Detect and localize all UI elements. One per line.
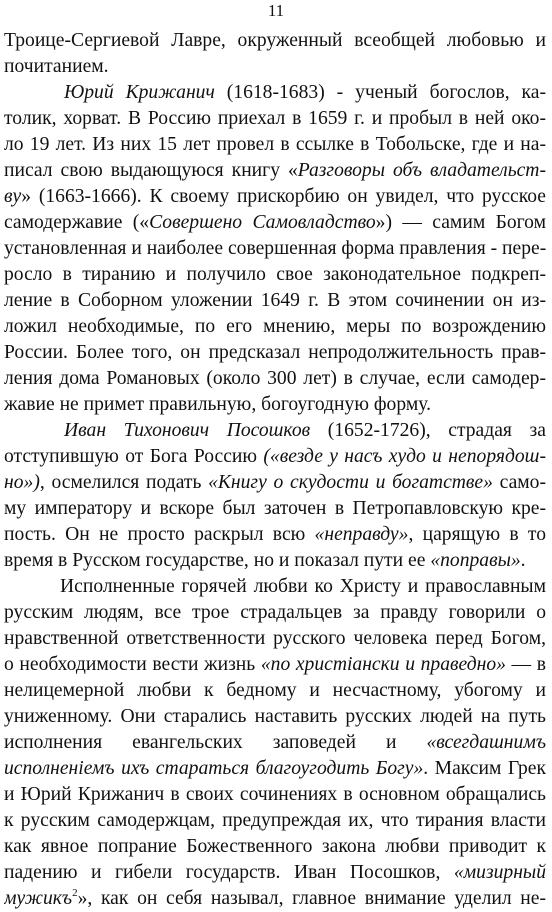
footnote-marker[interactable]: 2 [72,887,78,899]
text-segment: установленная и наиболее совершенная форма правления - пере- [4,238,546,259]
text-segment: к русским самодержцам, предупреждая их, что тирания власти [4,810,546,831]
book-title: «Книгу о скудости и богатстве» [208,472,493,493]
text-line [4,314,546,340]
text-segment: толик, хорват. В Россию приехал в 1659 г. и пробыл в ней око- [4,108,546,129]
text-line [4,236,546,262]
text-line [4,54,546,80]
text-line [4,522,546,548]
text-segment: время в Русском государстве, но и показал пути ее [4,550,431,571]
quote: но») [4,472,40,493]
text-line [4,28,546,54]
text-segment: — в [505,654,546,675]
text-segment: . Максим Грек [423,758,546,779]
text-segment: , царящую в то [408,524,546,545]
text-line [4,704,546,730]
book-title: Совершено Самовладство [149,212,376,233]
text-segment: писал свою выдающуюся книгу « [4,160,298,181]
text-line [4,834,546,860]
text-line [4,756,546,782]
text-segment: росло в тиранию и получило свое законодательное подкреп- [4,264,546,285]
quote: «по христiански и праведно» [260,654,506,675]
text-line [4,210,546,236]
text-line [4,548,546,574]
text-segment: ление в Соборном уложении 1649 г. В этом сочинении он из- [4,290,546,311]
text-segment: о необходимости вести жизнь [4,654,261,675]
quote: «всегдашнимъ [426,732,546,753]
text-segment: отступившую от Бога Россию [4,446,264,467]
text-line [4,184,546,210]
page-number: 11 [267,1,285,20]
text-line [4,392,546,418]
text-segment: почитанием. [4,56,109,77]
text-line [4,418,546,444]
text-line [4,782,546,808]
text-segment: и Юрий Крижанич в своих сочинениях в основном обращались [4,784,546,805]
text-segment: » (1663-1666). К своему прискорбию он увидел, что русское [21,186,546,207]
text-line [4,496,546,522]
quote: «неправду» [314,524,409,545]
text-segment: нелицемерной любви к бедному и несчастному, убогому и [4,680,546,701]
text-line [4,288,546,314]
quote: мужикъ [4,888,73,909]
text-segment: русским людям, все трое страдальцев за правду говорили о [4,602,546,623]
text-segment: ления дома Романовых (около 300 лет) в случае, если самодер- [4,368,546,389]
text-segment: России. Более того, он предсказал непродолжительность прав- [4,342,546,363]
text-segment: само- [492,472,546,493]
text-segment: му императору и вскоре был заточен в Петропавловскую кре- [4,498,546,519]
quote: («везде у насъ худо и непорядош- [263,446,546,467]
body-text [4,28,546,912]
text-line [4,262,546,288]
text-line [4,574,546,600]
text-segment: жавие не примет правильную, богоугодную форму. [4,394,431,415]
text-segment: ») — самим Богом [375,212,546,233]
text-segment: пость. Он не просто раскрыл всю [4,524,315,545]
text-line [4,470,546,496]
text-line [4,808,546,834]
text-segment: (1618-1683) - ученый богослов, ка- [214,82,546,103]
book-title: ву [4,186,22,207]
text-line [4,678,546,704]
text-line [4,80,546,106]
text-segment: ложил необходимые, по его мнению, меры по возрождению [4,316,546,337]
text-line [4,860,546,886]
author-name: Юрий Крижанич [64,82,215,103]
text-line [4,158,546,184]
text-line [4,626,546,652]
author-name: Иван Тихонович Посошков [64,420,311,441]
text-segment: Исполненные горячей любви ко Христу и православным [60,576,546,597]
text-line [4,730,546,756]
text-segment: нравственной ответственности русского человека перед Богом, [4,628,546,649]
text-line [4,600,546,626]
text-line [4,444,546,470]
text-segment: как явное попрание Божественного закона любви приводит к [4,836,546,857]
text-segment: униженному. Они старались наставить русских людей на путь [4,706,546,727]
text-segment: ло 19 лет. Из них 15 лет провел в ссылке в Тобольске, где и на- [4,134,546,155]
text-line [4,132,546,158]
text-segment: Троице-Сергиевой Лавре, окруженный всеобщей любовью и [4,30,546,51]
text-segment: . [520,550,526,571]
text-segment: исполнения евангельских заповедей и [4,732,427,753]
text-line [4,652,546,678]
text-segment: », как он себя называл, главное внимание уделил не- [77,888,546,909]
text-segment: , осмелился подать [39,472,209,493]
book-title: Разговоры объ владательст- [297,160,546,181]
text-line [4,340,546,366]
quote: «мизирный [453,862,546,883]
text-line [4,366,546,392]
quote: «поправы» [430,550,521,571]
text-segment: самодержавие (« [4,212,150,233]
text-segment: падению и гибели государств. Иван Посошков, [4,862,454,883]
text-line [4,106,546,132]
text-line [4,886,546,912]
text-segment: (1652-1726), страдая за [310,420,546,441]
quote: исполненiемъ ихъ стараться благоугодить Богу» [4,758,424,779]
